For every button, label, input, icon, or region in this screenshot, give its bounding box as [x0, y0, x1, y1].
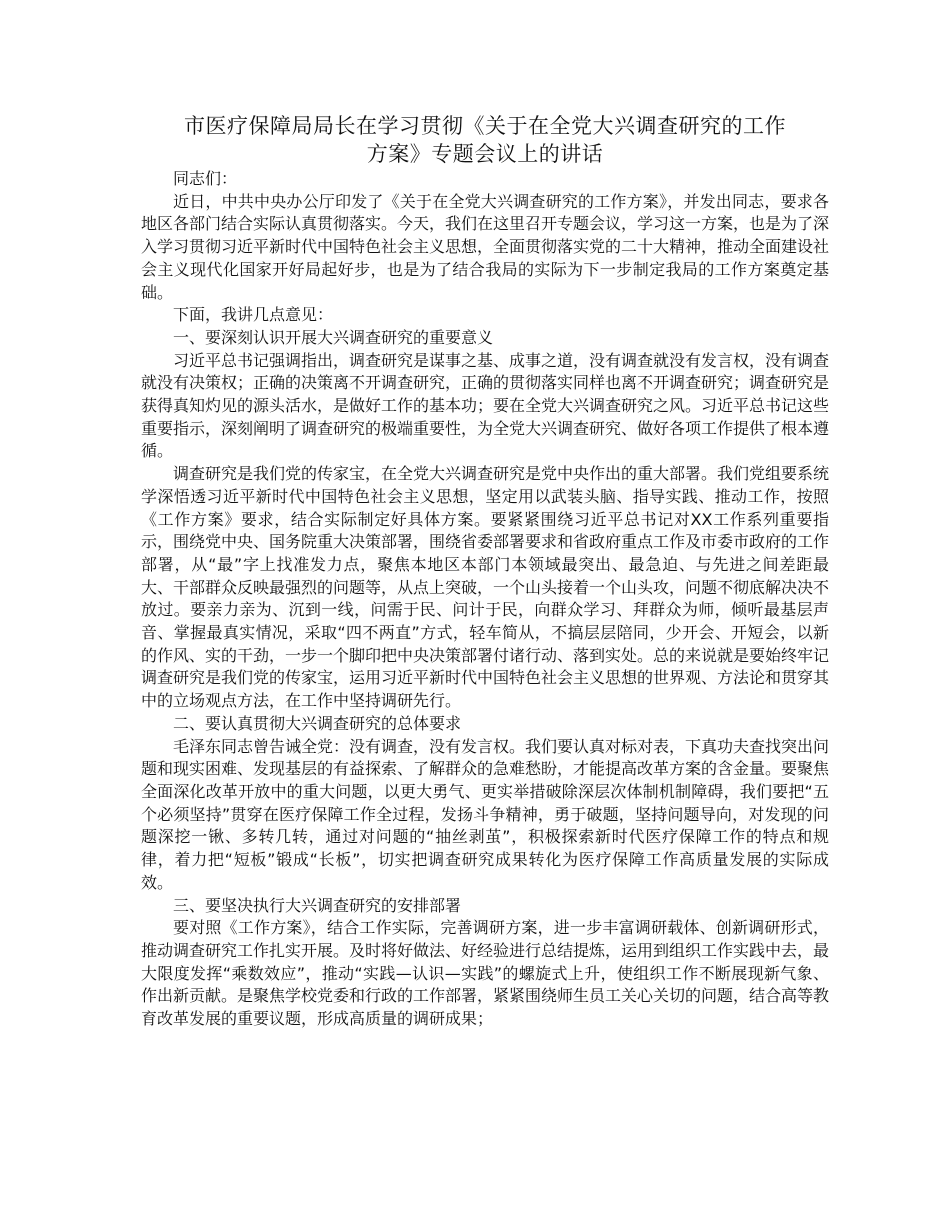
title-line-1: 市医疗保障局局长在学习贯彻《关于在全党大兴调查研究的工作 [184, 114, 786, 138]
section-3-heading: 三、要坚决执行大兴调查研究的安排部署 [173, 895, 462, 915]
title-line-2: 方案》专题会议上的讲话 [366, 142, 604, 166]
section-2-heading: 二、要认真贯彻大兴调查研究的总体要求 [173, 713, 462, 733]
intro-paragraph: 近日，中共中央办公厅印发了《关于在全党大兴调查研究的工作方案》，并发出同志，要求各地区各部门结合实际认真贯彻落实。今天，我们在这里召开专题会议，学习这一方案，也是为了深入学习贯彻习近平新时代中国特色社会主义思想，全面贯彻落实党的二十大精神，推动全面建设社会主义现代化国家开好局起好步，也是为了结合我局的实际为下一步制定我局的工作方案奠定基础。 [141, 191, 830, 302]
section-2-paragraph-1: 毛泽东同志曾告诫全党：没有调查，没有发言权。我们要认真对标对表，下真功夫查找突出问题和现实困难、发现基层的有益探索、了解群众的急难愁盼，才能提高改革方案的含金量。要聚焦全面深化改革开放中的重大问题，以更大勇气、更实举措破除深层次体制机制障碍，我们要把“五个必须坚持”贯穿在医疗保障工作全过程，发扬斗争精神，勇于破题，坚持问题导向，对发现的问题深挖一锹、多转几转，通过对问题的“抽丝剥茧”，积极探索新时代医疗保障工作的特点和规律，着力把“短板”锻成“长板”，切实把调查研究成果转化为医疗保障工作高质量发展的实际成效。 [141, 736, 830, 892]
section-1-heading: 一、要深刻认识开展大兴调查研究的重要意义 [173, 327, 494, 347]
transition-paragraph: 下面，我讲几点意见： [173, 305, 334, 325]
document-page [141, 112, 829, 1031]
document-body [141, 168, 829, 1031]
section-1-paragraph-1: 习近平总书记强调指出，调查研究是谋事之基、成事之道，没有调查就没有发言权，没有调查就没有决策权；正确的决策离不开调查研究，正确的贯彻落实同样也离不开调查研究；调查研究是获得真知灼见的源头活水，是做好工作的基本功；要在全党大兴调查研究之风。习近平总书记这些重要指示，深刻阐明了调查研究的极端重要性，为全党大兴调查研究、做好各项工作提供了根本遵循。 [141, 350, 830, 461]
greeting: 同志们： [173, 169, 238, 188]
section-1-paragraph-2: 调查研究是我们党的传家宝，在全党大兴调查研究是党中央作出的重大部署。我们党组要系统学深悟透习近平新时代中国特色社会主义思想，坚定用以武装头脑、指导实践、推动工作，按照《工作方案》要求，结合实际制定好具体方案。要紧紧围绕习近平总书记对XX工作系列重要指示，围绕党中央、国务院重大决策部署，围绕省委部署要求和省政府重点工作及市委市政府的工作部署，从“最”字上找准发力点，聚焦本地区本部门本领域最突出、最急迫、与先进之间差距最大、干部群众反映最强烈的问题等，从点上突破，一个山头接着一个山头攻，问题不彻底解决决不放过。要亲力亲为、沉到一线，问需于民、问计于民，向群众学习、拜群众为师，倾听最基层声音、掌握最真实情况，采取“四不两直”方式，轻车简从，不搞层层陪同，少开会、开短会，以新的作风、实的干劲，一步一个脚印把中央决策部署付诸行动、落到实处。总的来说就是要始终牢记调查研究是我们党的传家宝，运用习近平新时代中国特色社会主义思想的世界观、方法论和贯穿其中的立场观点方法，在工作中坚持调研先行。 [141, 464, 830, 711]
document-title [141, 112, 829, 168]
section-3-paragraph-1: 要对照《工作方案》，结合工作实际，完善调研方案，进一步丰富调研载体、创新调研形式，推动调查研究工作扎实开展。及时将好做法、好经验进行总结提炼，运用到组织工作实践中去，最大限度发挥“乘数效应”，推动“实践—认识—实践”的螺旋式上升，使组织工作不断展现新气象、作出新贡献。是聚焦学校党委和行政的工作部署，紧紧围绕师生员工关心关切的问题，结合高等教育改革发展的重要议题，形成高质量的调研成果； [141, 918, 830, 1029]
